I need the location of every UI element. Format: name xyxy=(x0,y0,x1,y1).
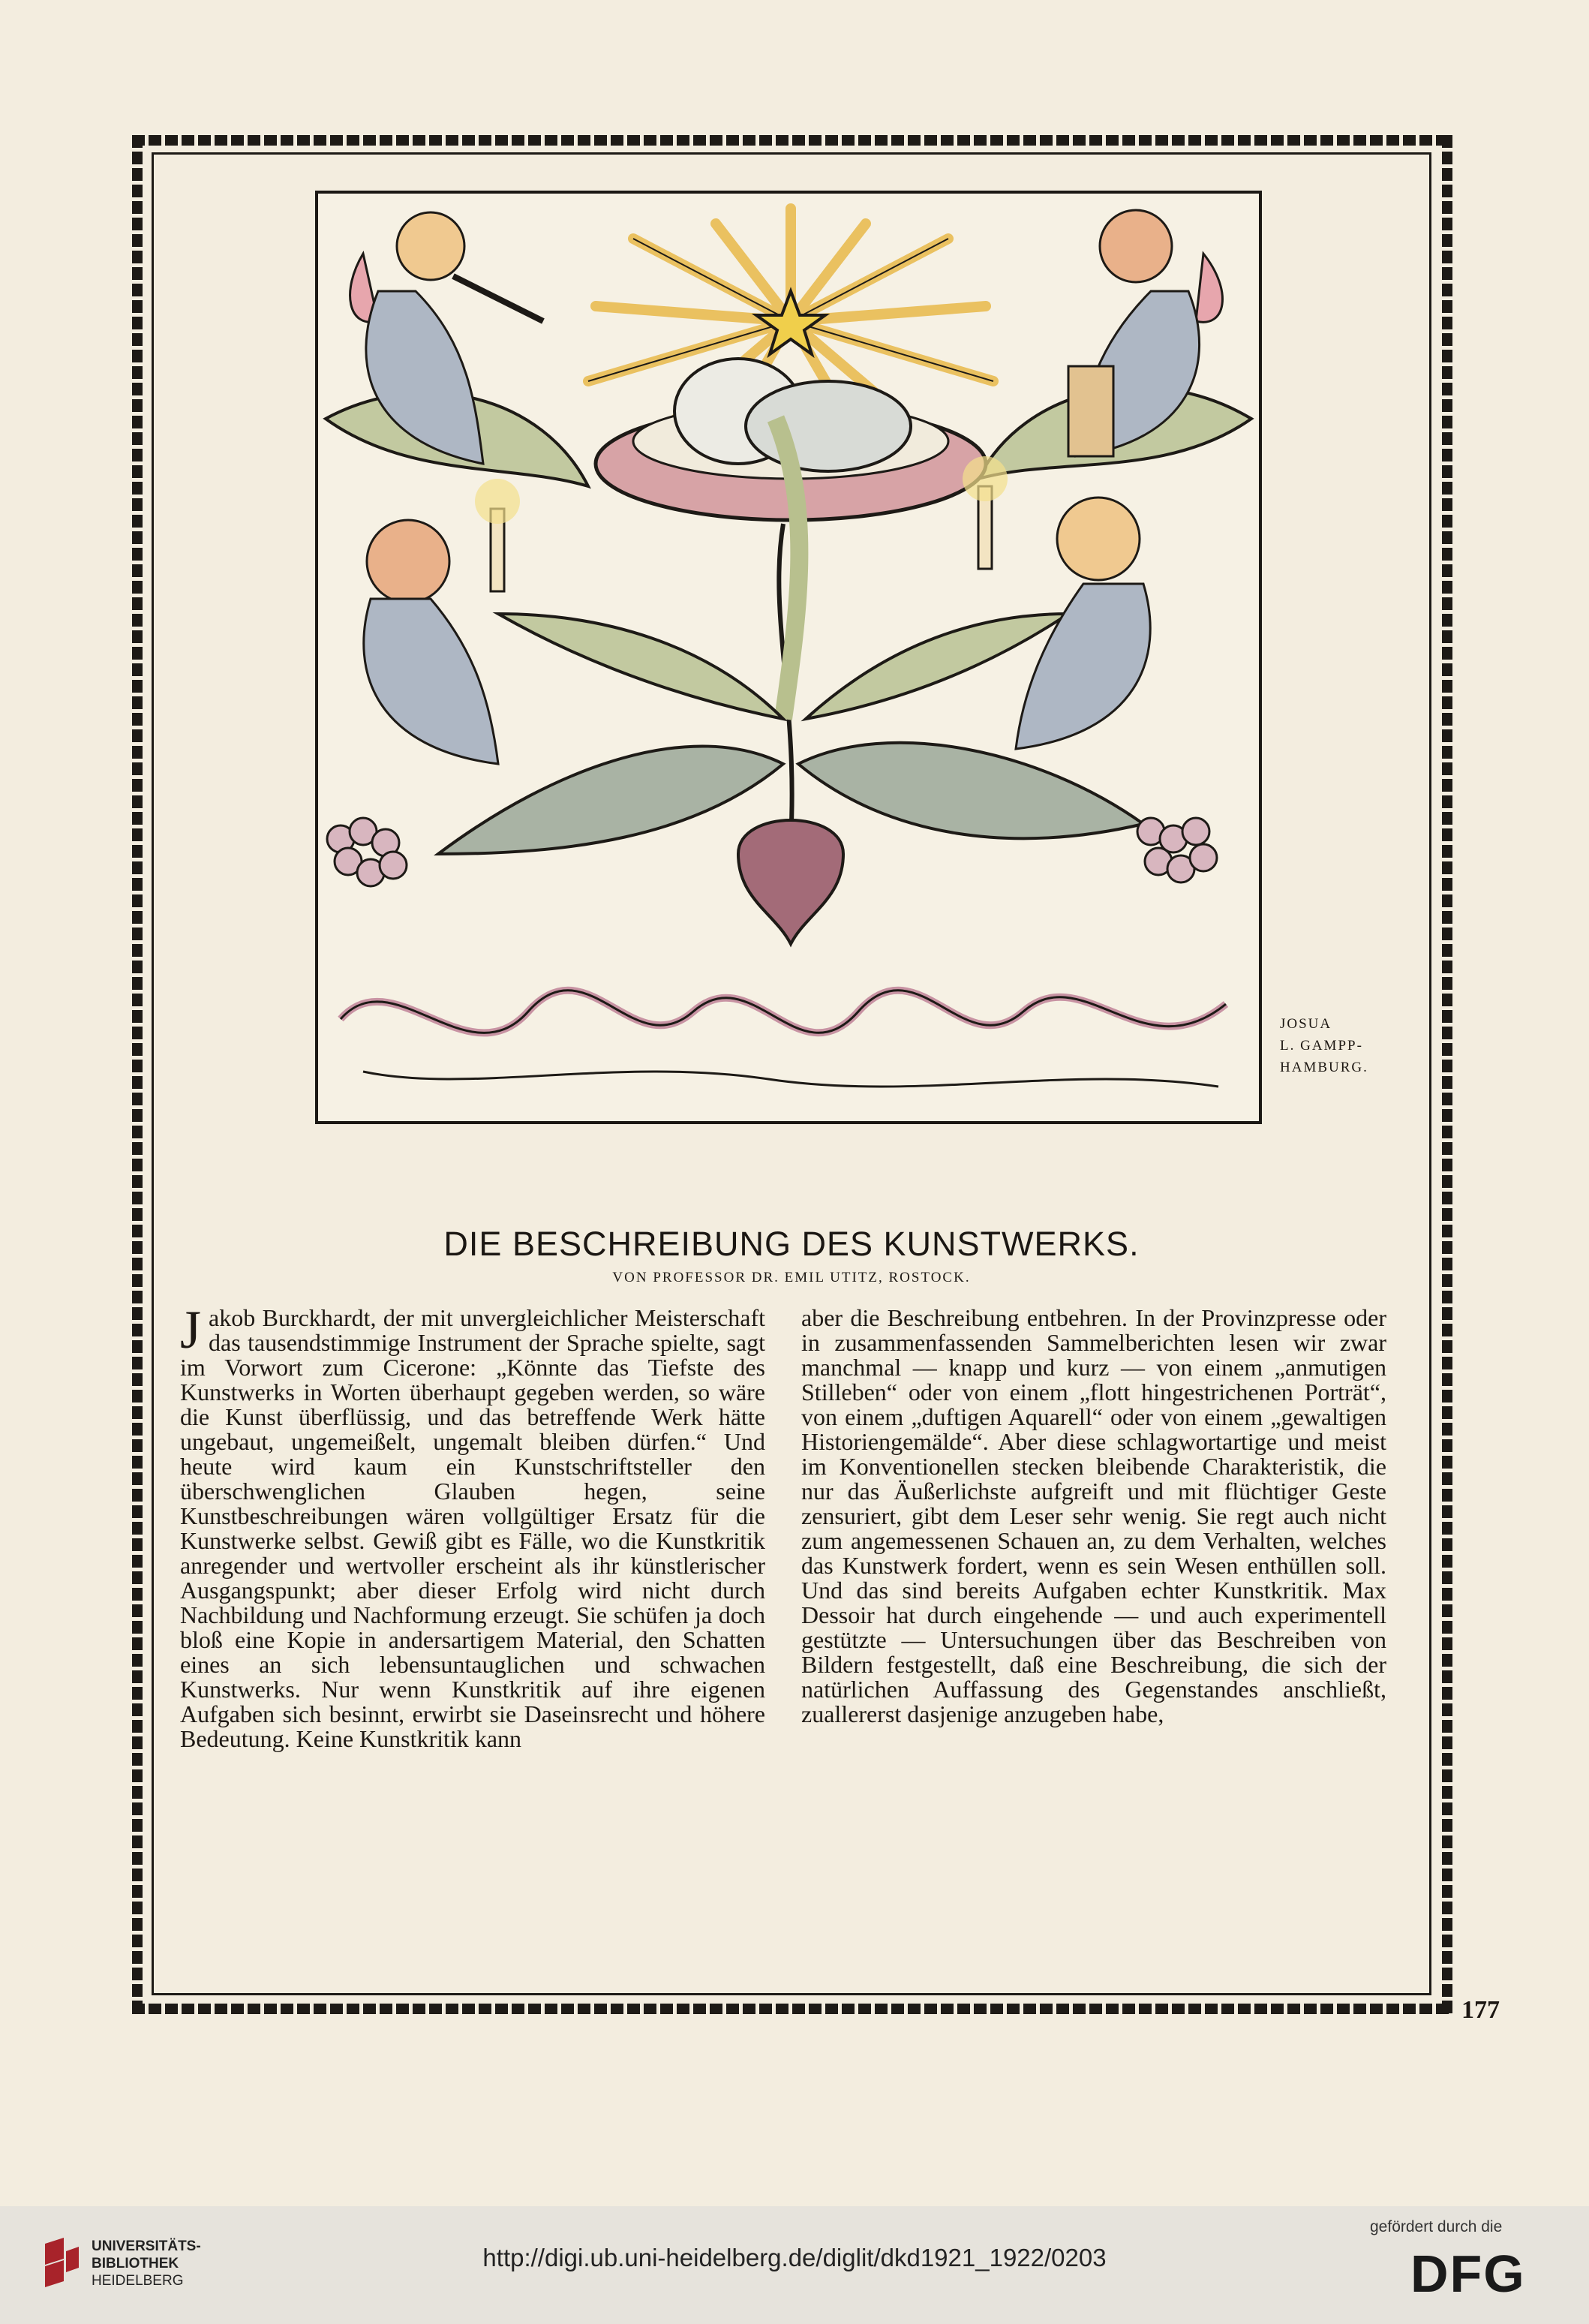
left-column-text: akob Burckhardt, der mit unvergleichlicher Meisterschaft das tausendstimmige Instrument der Sprache spielte, sagt im Vorwort zum Cicerone: „Könnte das Tiefste des Kunstwerks in Worten überhaupt gegeben werden, so wäre die Kunst überflüssig, und das betreffende Werk hätte ungebaut, ungemeißelt, ungemalt bleiben dürfen.“ Und heute wird kaum ein Kunstschriftsteller den überschwenglichen Glauben hegen, seine Kunstbeschreibungen wären vollgültiger Ersatz für die Kunstwerke selbst. Gewiß gibt es Fälle, wo die Kunstkritik anregender und wertvoller erscheint als ihr künstlerischer Ausgangspunkt; aber dieser Erfolg wird nicht durch Nachbildung und Nachformung erzeugt. Sie schüfen ja doch bloß eine Kopie in andersartigem Material, den Schatten eines an sich lebensuntauglichen und schwachen Kunstwerks. Nur wenn Kunstkritik auf ihre eigenen Aufgaben sich besinnt, erwirbt sie Daseinsrecht und höhere Bedeutung. Keine Kunstkritik kann xyxy=(180,1304,765,1752)
funder-caption: gefördert durch die xyxy=(1370,2218,1503,2235)
beet-root xyxy=(738,820,843,944)
decorative-border-top xyxy=(132,135,1452,146)
artist-credit-line: HAMBURG. xyxy=(1280,1060,1368,1075)
angel-bottom-left xyxy=(364,479,520,764)
article-byline: VON PROFESSOR DR. EMIL UTITZ, ROSTOCK. xyxy=(612,1270,971,1285)
drop-cap: J xyxy=(180,1300,202,1360)
article-title: DIE BESCHREIBUNG DES KUNSTWERKS. xyxy=(443,1225,1140,1263)
text-column-left xyxy=(180,1300,765,1752)
decorative-border-right xyxy=(1442,135,1452,2014)
angel-bottom-right xyxy=(963,456,1150,749)
decorative-border-bottom xyxy=(132,2004,1452,2014)
library-name-line: BIBLIOTHEK xyxy=(92,2256,179,2271)
page-number: 177 xyxy=(1461,1996,1500,2024)
library-name-line: UNIVERSITÄTS- xyxy=(92,2238,201,2254)
artist-credit-line: JOSUA xyxy=(1280,1016,1332,1032)
leaf-bottom-right xyxy=(798,743,1143,839)
decorative-border-left xyxy=(132,135,143,2014)
border-rule-left xyxy=(152,152,154,1995)
right-column-text: aber die Beschreibung entbehren. In der Provinzpresse oder in zusammenfassenden Sammelberichten lesen wir zwar manchmal — knapp und kurz — von einem „anmutigen Stilleben“ oder von einem „flott hingestrichenen Porträt“, von einem „duftigen Aquarell“ oder von einem „gewaltigen Historiengemälde“. Aber diese schlagwortartige und meist im Konventionellen stecken bleibende Charakteristik, die nur das Äußerlichste aufgreift und mit flüchtiger Geste zensuriert, gibt dem Leser sehr wenig. Sie regt auch nicht zum angemessenen Schauen an, zu dem Verhalten, welches das Kunstwerk fordert, wenn es sein Wesen enthüllen soll. Und das sind bereits Aufgaben echter Kunstkritik. Max Dessoir hat durch eingehende — und auch experimentell gestützte — Untersuchungen über das Beschreiben von Bildern festgestellt, daß eine Beschreibung, die sich der natürlichen Auffassung des Gegenstandes anschließt, zuallererst dasjenige anzugeben habe, xyxy=(801,1304,1386,1727)
text-column-right xyxy=(801,1306,1386,1727)
illustration-artwork xyxy=(318,194,1259,1121)
border-rule-right xyxy=(1429,152,1431,1995)
border-rule-bottom xyxy=(152,1993,1431,1995)
library-name-line: HEIDELBERG xyxy=(92,2273,184,2289)
dfg-logo: DFG xyxy=(1410,2244,1526,2303)
border-rule-top xyxy=(152,152,1431,155)
artist-credit-line: L. GAMPP- xyxy=(1280,1038,1363,1054)
lettering-swash xyxy=(341,991,1226,1033)
nativity-illustration xyxy=(315,191,1262,1124)
source-url-link[interactable]: http://digi.ub.uni-heidelberg.de/diglit/dkd1921_1922/0203 xyxy=(482,2244,1107,2271)
artist-credit xyxy=(1280,1013,1415,1078)
